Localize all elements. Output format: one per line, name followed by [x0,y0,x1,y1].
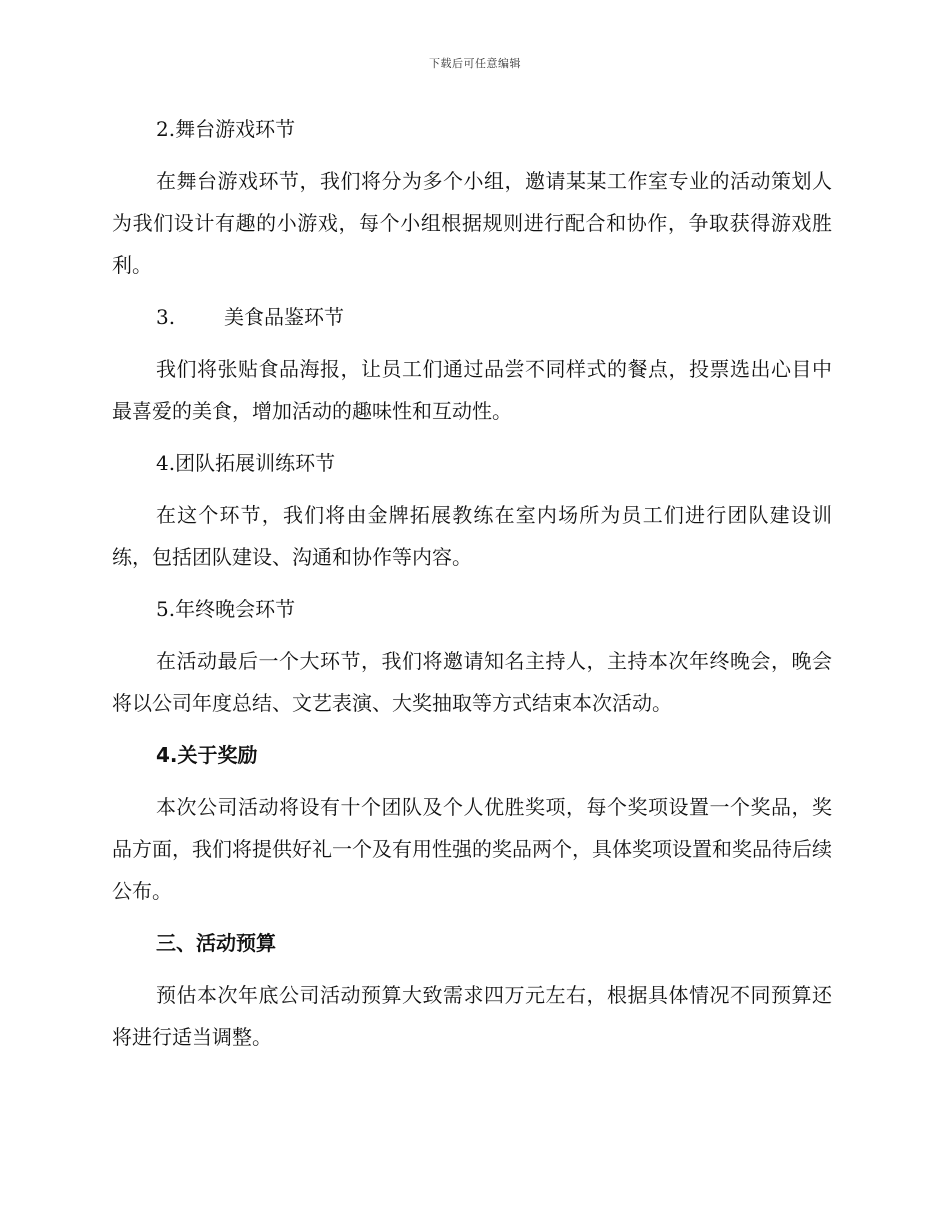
section-food-tasting-heading [112,296,832,338]
section-stage-games-paragraph: 在舞台游戏环节，我们将分为多个小组，邀请某某工作室专业的活动策划人为我们设计有趣的小游戏，每个小组根据规则进行配合和协作，争取获得游戏胜利。 [112,169,832,277]
reward-heading: 4.关于奖励 [156,743,258,767]
reward-paragraph: 本次公司活动将设有十个团队及个人优胜奖项，每个奖项设置一个奖品，奖品方面，我们将提供好礼一个及有用性强的奖品两个，具体奖项设置和奖品待后续公布。 [112,795,832,903]
section-year-end-gala-heading: 5.年终晚会环节 [156,597,296,621]
section-food-tasting-title: 美食品鉴环节 [224,305,344,329]
budget-paragraph: 预估本次年底公司活动预算大致需求四万元左右，根据具体情况不同预算还将进行适当调整。 [112,983,832,1049]
budget-heading: 三、活动预算 [156,931,276,955]
section-year-end-gala-paragraph: 在活动最后一个大环节，我们将邀请知名主持人，主持本次年终晚会，晚会将以公司年度总结、文艺表演、大奖抽取等方式结束本次活动。 [112,649,832,715]
section-team-training-heading: 4.团队拓展训练环节 [156,451,336,475]
section-food-tasting-paragraph: 我们将张贴食品海报，让员工们通过品尝不同样式的餐点，投票选出心目中最喜爱的美食，增加活动的趣味性和互动性。 [112,357,832,423]
section-team-training-paragraph: 在这个环节，我们将由金牌拓展教练在室内场所为员工们进行团队建设训练，包括团队建设、沟通和协作等内容。 [112,503,832,569]
header-note: 下载后可任意编辑 [429,57,521,70]
section-stage-games-heading: 2.舞台游戏环节 [156,117,296,141]
section-food-tasting-number: 3. [156,305,176,329]
document-body [112,108,832,1068]
